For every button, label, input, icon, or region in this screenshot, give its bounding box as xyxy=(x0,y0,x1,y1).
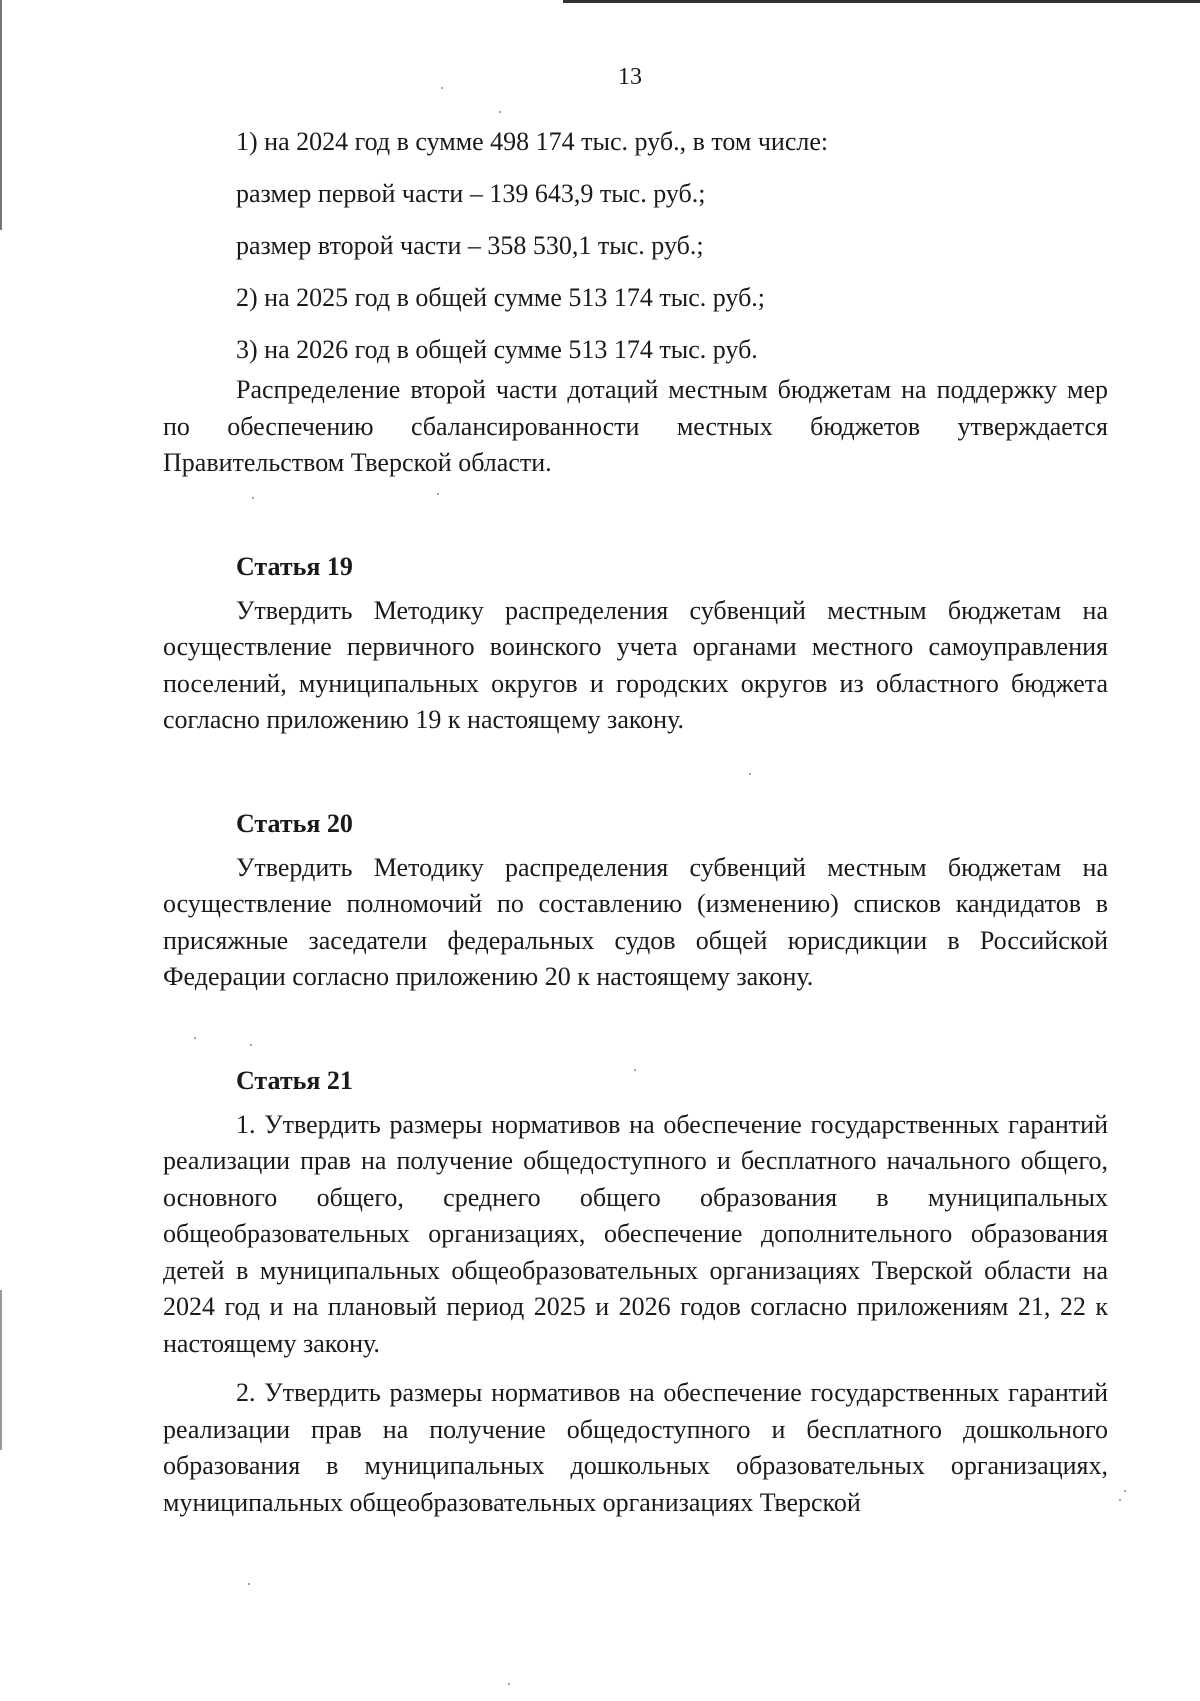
scan-speck xyxy=(634,1069,636,1071)
scan-speck xyxy=(1124,1490,1126,1492)
scan-edge-mark xyxy=(0,1290,2,1450)
scan-speck xyxy=(437,493,439,495)
list-item: 3) на 2026 год в общей сумме 513 174 тыс. руб. xyxy=(236,335,758,364)
scan-edge-mark xyxy=(0,0,2,230)
list-item: 2) на 2025 год в общей сумме 513 174 тыс. руб.; xyxy=(236,283,766,312)
list-item: размер второй части – 358 530,1 тыс. руб.; xyxy=(236,231,704,260)
article-heading: Статья 20 xyxy=(236,808,353,838)
list-item: 1) на 2024 год в сумме 498 174 тыс. руб., в том числе: xyxy=(236,127,829,156)
scan-speck xyxy=(250,1044,252,1046)
article-paragraph: Утвердить Методику распределения субвенций местным бюджетам на осуществление полномочий по составлению (изменению) списков кандидатов в присяжные заседатели федеральных судов общей юрисдикции в Российской Федерации согласно приложению 20 к настоящему закону. xyxy=(163,852,1108,991)
scan-speck xyxy=(749,773,751,775)
document-body xyxy=(163,124,1108,1521)
distribution-paragraph: Распределение второй части дотаций местным бюджетам на поддержку мер по обеспечению сбалансированности местных бюджетов утверждается Правительством Тверской области. xyxy=(163,375,1108,477)
article-heading: Статья 19 xyxy=(236,551,353,581)
article-paragraph: 1. Утвердить размеры нормативов на обеспечение государственных гарантий реализации прав на получение общедоступного и бесплатного начального общего, основного общего, среднего общего образования в муниципальных общеобразовательных организациях, обеспечение дополнительного образования детей в муниципальных общеобразовательных организациях Тверской области на 2024 год и на плановый период 2025 и 2026 годов согласно приложениям 21, 22 к настоящему закону. xyxy=(163,1109,1108,1358)
top-border-rule xyxy=(563,0,1200,3)
scan-speck xyxy=(252,497,254,499)
scan-speck xyxy=(508,1683,510,1685)
list-item: размер первой части – 139 643,9 тыс. руб.; xyxy=(236,179,706,208)
scan-speck xyxy=(194,1037,196,1039)
page-number: 13 xyxy=(618,64,642,90)
scan-speck xyxy=(441,87,443,89)
article-heading: Статья 21 xyxy=(236,1065,353,1095)
scan-speck xyxy=(499,111,501,113)
scan-speck xyxy=(1119,1499,1121,1501)
article-paragraph: Утвердить Методику распределения субвенций местным бюджетам на осуществление первичного воинского учета органами местного самоуправления поселений, муниципальных округов и городских округов из областного бюджета согласно приложению 19 к настоящему закону. xyxy=(163,595,1108,734)
scan-speck xyxy=(248,1583,250,1585)
article-paragraph: 2. Утвердить размеры нормативов на обеспечение государственных гарантий реализации прав на получение общедоступного и бесплатного дошкольного образования в муниципальных дошкольных образовательных организациях, муниципальных общеобразовательных организациях Тверской xyxy=(163,1378,1108,1517)
